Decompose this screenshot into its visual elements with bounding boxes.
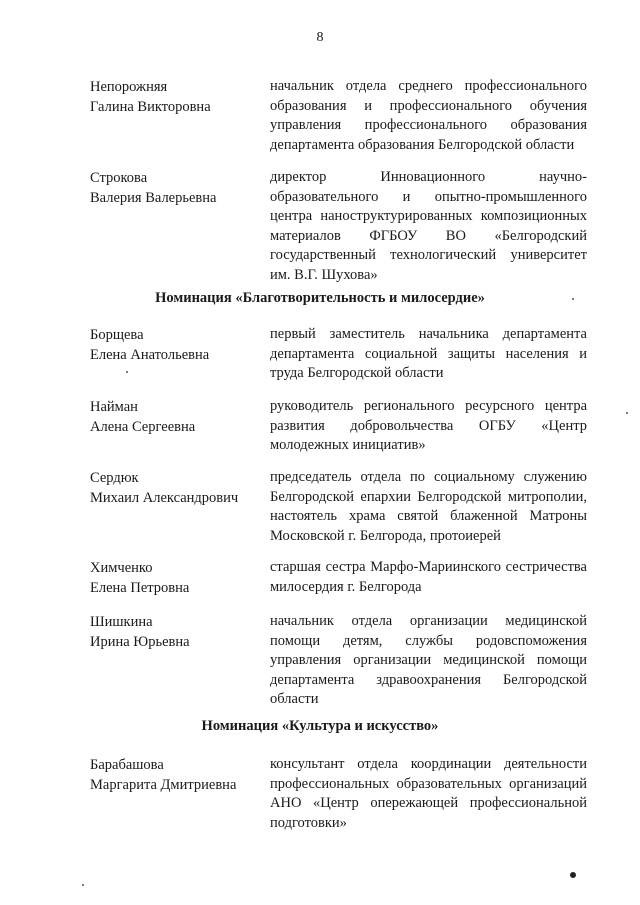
person-position: начальник отдела среднего профессионального образования и профессионального обучения управления профессионального образования департамента образования Белгородской области: [270, 78, 587, 153]
person-name: [90, 755, 260, 795]
person-surname: Найман: [90, 399, 138, 415]
person-position: первый заместитель начальника департамента департамента социальной защиты населения и труда Белгородской области: [270, 326, 587, 381]
person-position: директор Инновационного научно-образовательного и опытно-промышленного центра наноструктурированных композиционных материалов ФГБОУ ВО «Белгородский государственный технологический университет им. В.Г. Шухова»: [270, 169, 587, 283]
person-surname: Сердюк: [90, 470, 139, 486]
person-surname: Химченко: [90, 560, 153, 576]
person-given-names: Валерия Валерьевна: [90, 190, 217, 206]
person-name: [90, 77, 260, 117]
scan-mark: [569, 871, 577, 879]
person-given-names: Алена Сергеевна: [90, 419, 196, 435]
person-position: председатель отдела по социальному служению Белгородской епархии Белгородской митрополии, настоятель храма святой блаженной Матроны Московской г. Белгорода, протоиерей: [270, 469, 587, 544]
person-surname: Непорожняя: [90, 79, 168, 95]
person-surname: Шишкина: [90, 614, 153, 630]
scan-speck: [572, 298, 574, 300]
page-number: 8: [316, 30, 324, 45]
scan-speck: [126, 371, 128, 373]
scan-speck: [82, 884, 84, 886]
nomination-heading-culture: Номинация «Культура и искусство»: [201, 718, 439, 734]
person-position: руководитель регионального ресурсного центра развития добровольчества ОГБУ «Центр молодежных инициатив»: [270, 398, 587, 453]
person-name: [90, 168, 260, 208]
person-given-names: Маргарита Дмитриевна: [90, 777, 237, 793]
person-position: начальник отдела организации медицинской помощи детям, службы родовспоможения управления организации медицинской помощи департамента здравоохранения Белгородской области: [270, 613, 587, 707]
person-name: [90, 325, 260, 365]
scan-speck: [626, 412, 628, 414]
person-given-names: Ирина Юрьевна: [90, 634, 190, 650]
person-surname: Барабашова: [90, 757, 164, 773]
person-position: старшая сестра Марфо-Мариинского сестричества милосердия г. Белгорода: [270, 559, 587, 595]
nomination-heading-charity: Номинация «Благотворительность и милосердие»: [155, 290, 485, 306]
person-name: [90, 397, 260, 437]
person-surname: Строкова: [90, 170, 148, 186]
person-name: [90, 558, 260, 598]
person-given-names: Елена Петровна: [90, 580, 190, 596]
person-given-names: Галина Викторовна: [90, 99, 211, 115]
person-surname: Борщева: [90, 327, 144, 343]
person-position: консультант отдела координации деятельности профессиональных образовательных организаций АНО «Центр опережающей профессиональной подготовки»: [270, 756, 587, 831]
person-name: [90, 468, 260, 508]
person-given-names: Елена Анатольевна: [90, 347, 210, 363]
person-given-names: Михаил Александрович: [90, 490, 239, 506]
person-name: [90, 612, 260, 652]
